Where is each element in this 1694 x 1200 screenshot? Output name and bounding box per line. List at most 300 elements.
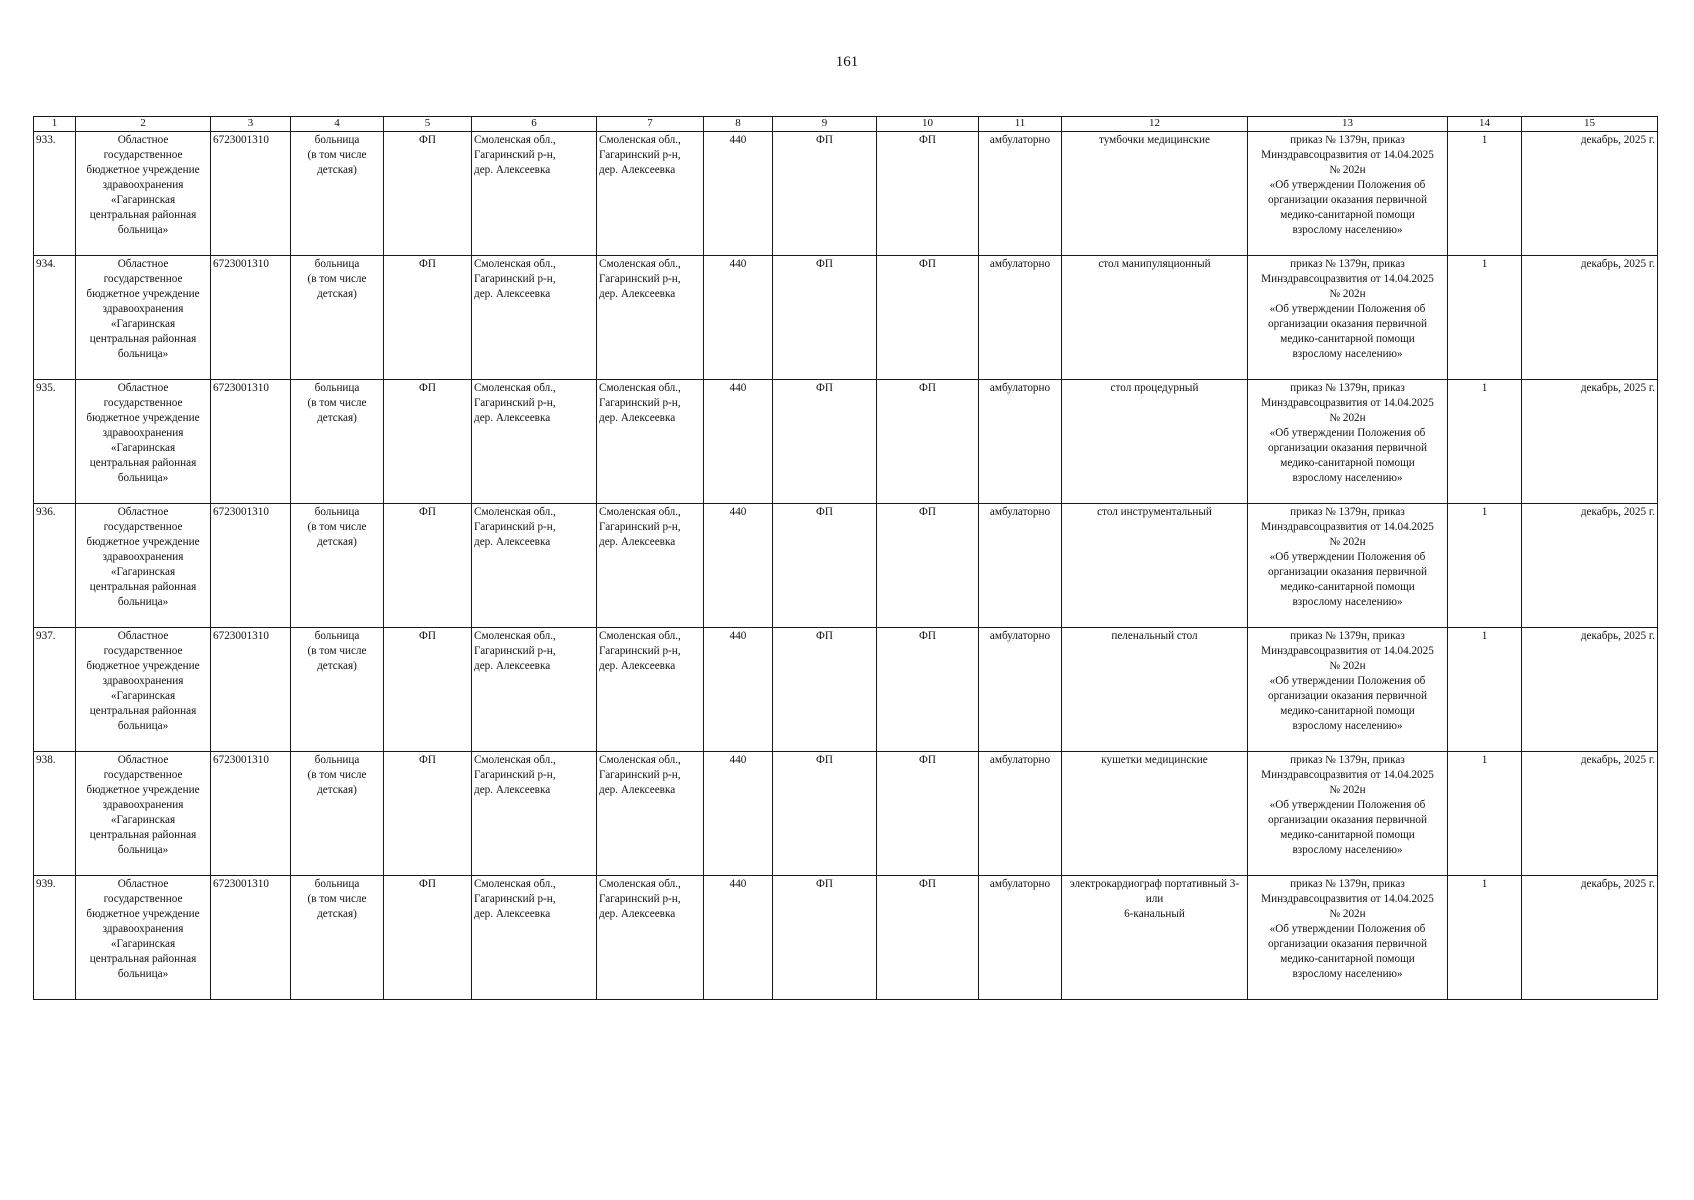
cell-address-actual — [597, 380, 704, 504]
cell-row-number: 935. — [34, 380, 76, 504]
cell-organization-line: больница» — [117, 720, 169, 732]
cell-organization — [76, 380, 211, 504]
column-number: 8 — [704, 117, 773, 132]
cell-organization-line: бюджетное учреждение — [86, 908, 200, 920]
column-number: 5 — [384, 117, 472, 132]
cell-facility-type-line: детская) — [317, 784, 357, 796]
cell-column-9: ФП — [773, 132, 877, 256]
cell-address-line: дер. Алексеевка — [474, 164, 551, 176]
cell-organization — [76, 628, 211, 752]
cell-row-number: 938. — [34, 752, 76, 876]
cell-care-mode: амбулаторно — [979, 876, 1062, 1000]
cell-address-actual-line: Гагаринский р-н, — [599, 645, 681, 657]
cell-address-actual-line: Гагаринский р-н, — [599, 273, 681, 285]
cell-facility-type-line: больница — [314, 754, 360, 766]
cell-organization-line: государственное — [103, 893, 183, 905]
cell-address — [472, 132, 597, 256]
cell-column-10: ФП — [877, 876, 979, 1000]
cell-column-9: ФП — [773, 256, 877, 380]
cell-order-reference-line: взрослому населению» — [1292, 844, 1403, 856]
cell-order-reference-line: № 202н — [1329, 412, 1366, 424]
cell-organization-line: центральная районная — [89, 705, 197, 717]
cell-facility-type-line: детская) — [317, 536, 357, 548]
cell-facility-type-line: (в том числе — [307, 149, 367, 161]
column-number: 15 — [1522, 117, 1658, 132]
cell-facility-type — [291, 752, 384, 876]
cell-date: декабрь, 2025 г. — [1522, 504, 1658, 628]
column-number: 2 — [76, 117, 211, 132]
cell-address — [472, 380, 597, 504]
cell-address-actual-line: Гагаринский р-н, — [599, 521, 681, 533]
cell-organization-line: здравоохранения — [102, 799, 184, 811]
cell-organization-line: бюджетное учреждение — [86, 164, 200, 176]
cell-column-9: ФП — [773, 752, 877, 876]
cell-address-actual — [597, 876, 704, 1000]
cell-address-actual-line: Смоленская обл., — [599, 134, 681, 146]
cell-row-number: 934. — [34, 256, 76, 380]
cell-facility-type — [291, 504, 384, 628]
column-number: 9 — [773, 117, 877, 132]
cell-order-reference-line: Минздравсоцразвития от 14.04.2025 — [1261, 273, 1434, 285]
cell-address-line: Гагаринский р-н, — [474, 149, 556, 161]
table-row — [34, 132, 1658, 256]
cell-address-line: Смоленская обл., — [474, 134, 556, 146]
cell-column-8: 440 — [704, 752, 773, 876]
cell-organization — [76, 132, 211, 256]
cell-address-line: Гагаринский р-н, — [474, 521, 556, 533]
cell-address-actual — [597, 504, 704, 628]
cell-organization-line: «Гагаринская — [110, 814, 176, 826]
column-number: 13 — [1248, 117, 1448, 132]
cell-address-actual — [597, 132, 704, 256]
cell-order-reference-line: взрослому населению» — [1292, 472, 1403, 484]
cell-column-8: 440 — [704, 504, 773, 628]
cell-facility-type-line: (в том числе — [307, 893, 367, 905]
cell-address-line: Смоленская обл., — [474, 506, 556, 518]
column-number: 14 — [1448, 117, 1522, 132]
cell-organization-line: «Гагаринская — [110, 194, 176, 206]
cell-organization-line: здравоохранения — [102, 179, 184, 191]
cell-order-reference-line: приказ № 1379н, приказ — [1290, 878, 1405, 890]
cell-organization-line: «Гагаринская — [110, 690, 176, 702]
cell-organization-line: центральная районная — [89, 581, 197, 593]
cell-row-number: 937. — [34, 628, 76, 752]
cell-order-reference-line: № 202н — [1329, 288, 1366, 300]
cell-organization — [76, 876, 211, 1000]
cell-address-line: дер. Алексеевка — [474, 412, 551, 424]
cell-facility-type-line: детская) — [317, 412, 357, 424]
table-row — [34, 256, 1658, 380]
cell-address-actual-line: Смоленская обл., — [599, 382, 681, 394]
cell-facility-type-line: детская) — [317, 908, 357, 920]
cell-address-line: Гагаринский р-н, — [474, 397, 556, 409]
cell-facility-type — [291, 256, 384, 380]
cell-address-actual-line: Гагаринский р-н, — [599, 149, 681, 161]
cell-inn: 6723001310 — [211, 628, 291, 752]
cell-organization-line: государственное — [103, 645, 183, 657]
cell-facility-type — [291, 132, 384, 256]
cell-address — [472, 876, 597, 1000]
cell-equipment — [1062, 876, 1248, 1000]
cell-address-actual-line: дер. Алексеевка — [599, 164, 676, 176]
cell-date: декабрь, 2025 г. — [1522, 132, 1658, 256]
cell-facility-type — [291, 628, 384, 752]
cell-order-reference — [1248, 132, 1448, 256]
cell-order-reference-line: Минздравсоцразвития от 14.04.2025 — [1261, 893, 1434, 905]
cell-organization-line: больница» — [117, 596, 169, 608]
cell-order-reference-line: № 202н — [1329, 536, 1366, 548]
cell-quantity: 1 — [1448, 628, 1522, 752]
cell-column-5: ФП — [384, 876, 472, 1000]
cell-address-actual-line: Смоленская обл., — [599, 878, 681, 890]
column-number: 6 — [472, 117, 597, 132]
cell-column-5: ФП — [384, 504, 472, 628]
cell-care-mode: амбулаторно — [979, 628, 1062, 752]
cell-address-line: Смоленская обл., — [474, 754, 556, 766]
cell-organization-line: центральная районная — [89, 953, 197, 965]
cell-column-9: ФП — [773, 876, 877, 1000]
cell-equipment-line: стол процедурный — [1110, 382, 1199, 394]
cell-organization-line: государственное — [103, 273, 183, 285]
cell-inn: 6723001310 — [211, 504, 291, 628]
cell-column-5: ФП — [384, 380, 472, 504]
cell-address-line: дер. Алексеевка — [474, 288, 551, 300]
cell-order-reference-line: организации оказания первичной — [1268, 566, 1427, 578]
cell-order-reference-line: приказ № 1379н, приказ — [1290, 506, 1405, 518]
cell-care-mode: амбулаторно — [979, 380, 1062, 504]
cell-column-8: 440 — [704, 132, 773, 256]
cell-address-actual — [597, 628, 704, 752]
cell-order-reference-line: приказ № 1379н, приказ — [1290, 258, 1405, 270]
cell-order-reference-line: медико-санитарной помощи — [1280, 953, 1415, 965]
cell-order-reference-line: «Об утверждении Положения об — [1269, 427, 1426, 439]
cell-order-reference — [1248, 752, 1448, 876]
cell-order-reference-line: организации оказания первичной — [1268, 318, 1427, 330]
cell-inn: 6723001310 — [211, 752, 291, 876]
table-row — [34, 380, 1658, 504]
cell-facility-type-line: (в том числе — [307, 521, 367, 533]
cell-address-actual — [597, 256, 704, 380]
cell-organization-line: бюджетное учреждение — [86, 536, 200, 548]
cell-address-line: Смоленская обл., — [474, 258, 556, 270]
cell-column-10: ФП — [877, 132, 979, 256]
cell-equipment — [1062, 256, 1248, 380]
cell-care-mode: амбулаторно — [979, 256, 1062, 380]
cell-order-reference-line: организации оказания первичной — [1268, 690, 1427, 702]
cell-address-actual-line: дер. Алексеевка — [599, 784, 676, 796]
cell-column-5: ФП — [384, 256, 472, 380]
cell-equipment — [1062, 628, 1248, 752]
cell-organization-line: бюджетное учреждение — [86, 784, 200, 796]
cell-column-10: ФП — [877, 504, 979, 628]
cell-organization-line: государственное — [103, 769, 183, 781]
cell-order-reference-line: взрослому населению» — [1292, 968, 1403, 980]
cell-order-reference-line: взрослому населению» — [1292, 720, 1403, 732]
cell-organization-line: здравоохранения — [102, 303, 184, 315]
cell-inn: 6723001310 — [211, 380, 291, 504]
cell-order-reference-line: Минздравсоцразвития от 14.04.2025 — [1261, 521, 1434, 533]
cell-facility-type-line: больница — [314, 258, 360, 270]
cell-organization-line: больница» — [117, 472, 169, 484]
cell-address-line: дер. Алексеевка — [474, 536, 551, 548]
cell-order-reference-line: Минздравсоцразвития от 14.04.2025 — [1261, 769, 1434, 781]
cell-organization-line: «Гагаринская — [110, 566, 176, 578]
cell-organization-line: здравоохранения — [102, 923, 184, 935]
cell-address-actual-line: дер. Алексеевка — [599, 536, 676, 548]
cell-address-line: Гагаринский р-н, — [474, 893, 556, 905]
cell-organization-line: «Гагаринская — [110, 318, 176, 330]
cell-order-reference-line: Минздравсоцразвития от 14.04.2025 — [1261, 149, 1434, 161]
table-row — [34, 752, 1658, 876]
cell-order-reference-line: приказ № 1379н, приказ — [1290, 630, 1405, 642]
cell-order-reference-line: приказ № 1379н, приказ — [1290, 754, 1405, 766]
cell-organization — [76, 256, 211, 380]
cell-column-10: ФП — [877, 256, 979, 380]
registry-table — [33, 116, 1658, 1000]
cell-address-line: Смоленская обл., — [474, 878, 556, 890]
cell-order-reference-line: организации оказания первичной — [1268, 938, 1427, 950]
cell-organization-line: центральная районная — [89, 457, 197, 469]
column-number: 11 — [979, 117, 1062, 132]
cell-date: декабрь, 2025 г. — [1522, 752, 1658, 876]
cell-address-actual-line: дер. Алексеевка — [599, 288, 676, 300]
cell-quantity: 1 — [1448, 752, 1522, 876]
cell-address-actual-line: Смоленская обл., — [599, 754, 681, 766]
cell-equipment-line: электрокардиограф портативный 3- — [1069, 878, 1240, 890]
cell-quantity: 1 — [1448, 380, 1522, 504]
cell-organization-line: больница» — [117, 844, 169, 856]
cell-organization-line: бюджетное учреждение — [86, 660, 200, 672]
cell-address-actual-line: Смоленская обл., — [599, 258, 681, 270]
cell-address — [472, 504, 597, 628]
cell-facility-type-line: детская) — [317, 288, 357, 300]
cell-order-reference-line: организации оказания первичной — [1268, 814, 1427, 826]
cell-column-8: 440 — [704, 380, 773, 504]
cell-order-reference-line: медико-санитарной помощи — [1280, 829, 1415, 841]
cell-organization-line: больница» — [117, 224, 169, 236]
cell-facility-type — [291, 876, 384, 1000]
cell-row-number: 936. — [34, 504, 76, 628]
cell-organization-line: Областное — [117, 878, 169, 890]
cell-organization-line: центральная районная — [89, 333, 197, 345]
cell-order-reference-line: взрослому населению» — [1292, 348, 1403, 360]
cell-date: декабрь, 2025 г. — [1522, 256, 1658, 380]
cell-order-reference-line: взрослому населению» — [1292, 224, 1403, 236]
cell-facility-type-line: больница — [314, 382, 360, 394]
cell-order-reference-line: организации оказания первичной — [1268, 442, 1427, 454]
cell-order-reference-line: медико-санитарной помощи — [1280, 705, 1415, 717]
cell-care-mode: амбулаторно — [979, 752, 1062, 876]
column-number: 1 — [34, 117, 76, 132]
cell-order-reference-line: «Об утверждении Положения об — [1269, 675, 1426, 687]
column-number: 10 — [877, 117, 979, 132]
cell-equipment — [1062, 380, 1248, 504]
cell-order-reference — [1248, 876, 1448, 1000]
cell-row-number: 933. — [34, 132, 76, 256]
cell-equipment — [1062, 132, 1248, 256]
cell-organization-line: бюджетное учреждение — [86, 412, 200, 424]
cell-facility-type-line: (в том числе — [307, 273, 367, 285]
cell-facility-type-line: больница — [314, 134, 360, 146]
cell-quantity: 1 — [1448, 256, 1522, 380]
table-row — [34, 876, 1658, 1000]
cell-address-line: дер. Алексеевка — [474, 660, 551, 672]
cell-organization-line: государственное — [103, 149, 183, 161]
cell-address-actual-line: дер. Алексеевка — [599, 908, 676, 920]
cell-quantity: 1 — [1448, 132, 1522, 256]
column-number: 7 — [597, 117, 704, 132]
column-number-row — [34, 117, 1658, 132]
cell-order-reference-line: медико-санитарной помощи — [1280, 581, 1415, 593]
cell-column-5: ФП — [384, 628, 472, 752]
cell-organization-line: центральная районная — [89, 209, 197, 221]
cell-column-10: ФП — [877, 380, 979, 504]
cell-date: декабрь, 2025 г. — [1522, 628, 1658, 752]
cell-facility-type-line: (в том числе — [307, 769, 367, 781]
cell-address-actual-line: Гагаринский р-н, — [599, 893, 681, 905]
cell-care-mode: амбулаторно — [979, 132, 1062, 256]
cell-facility-type-line: больница — [314, 630, 360, 642]
cell-address-actual-line: Смоленская обл., — [599, 630, 681, 642]
cell-address-actual-line: дер. Алексеевка — [599, 412, 676, 424]
cell-address-line: Гагаринский р-н, — [474, 769, 556, 781]
cell-address — [472, 256, 597, 380]
cell-equipment-line: кушетки медицинские — [1101, 754, 1208, 766]
cell-facility-type-line: детская) — [317, 164, 357, 176]
cell-order-reference-line: Минздравсоцразвития от 14.04.2025 — [1261, 397, 1434, 409]
cell-organization-line: государственное — [103, 521, 183, 533]
cell-address-actual-line: Гагаринский р-н, — [599, 769, 681, 781]
registry-table-body — [34, 117, 1658, 1000]
table-row — [34, 628, 1658, 752]
cell-address-line: Гагаринский р-н, — [474, 645, 556, 657]
cell-order-reference-line: «Об утверждении Положения об — [1269, 923, 1426, 935]
cell-equipment-line: 6-канальный — [1124, 908, 1185, 920]
cell-date: декабрь, 2025 г. — [1522, 876, 1658, 1000]
cell-address-line: Смоленская обл., — [474, 630, 556, 642]
cell-order-reference-line: медико-санитарной помощи — [1280, 333, 1415, 345]
column-number: 3 — [211, 117, 291, 132]
cell-order-reference-line: приказ № 1379н, приказ — [1290, 382, 1405, 394]
cell-column-5: ФП — [384, 132, 472, 256]
cell-column-5: ФП — [384, 752, 472, 876]
cell-address-line: дер. Алексеевка — [474, 908, 551, 920]
cell-facility-type-line: (в том числе — [307, 397, 367, 409]
cell-inn: 6723001310 — [211, 132, 291, 256]
cell-facility-type — [291, 380, 384, 504]
cell-organization-line: бюджетное учреждение — [86, 288, 200, 300]
cell-order-reference-line: медико-санитарной помощи — [1280, 457, 1415, 469]
cell-facility-type-line: больница — [314, 878, 360, 890]
page-number: 161 — [835, 54, 859, 70]
cell-order-reference — [1248, 256, 1448, 380]
cell-order-reference-line: № 202н — [1329, 660, 1366, 672]
cell-order-reference-line: приказ № 1379н, приказ — [1290, 134, 1405, 146]
cell-order-reference-line: № 202н — [1329, 784, 1366, 796]
cell-column-9: ФП — [773, 504, 877, 628]
cell-organization-line: Областное — [117, 754, 169, 766]
cell-address-line: Гагаринский р-н, — [474, 273, 556, 285]
cell-address-line: Смоленская обл., — [474, 382, 556, 394]
cell-column-10: ФП — [877, 752, 979, 876]
cell-equipment — [1062, 504, 1248, 628]
cell-order-reference-line: «Об утверждении Положения об — [1269, 799, 1426, 811]
cell-organization-line: здравоохранения — [102, 427, 184, 439]
cell-date: декабрь, 2025 г. — [1522, 380, 1658, 504]
cell-address-line: дер. Алексеевка — [474, 784, 551, 796]
cell-organization-line: «Гагаринская — [110, 938, 176, 950]
cell-care-mode: амбулаторно — [979, 504, 1062, 628]
cell-order-reference-line: медико-санитарной помощи — [1280, 209, 1415, 221]
cell-order-reference-line: «Об утверждении Положения об — [1269, 551, 1426, 563]
cell-equipment-line: или — [1145, 893, 1164, 905]
cell-column-8: 440 — [704, 256, 773, 380]
cell-organization-line: государственное — [103, 397, 183, 409]
column-number: 12 — [1062, 117, 1248, 132]
cell-address — [472, 752, 597, 876]
cell-organization-line: Областное — [117, 630, 169, 642]
cell-equipment-line: пеленальный стол — [1111, 630, 1198, 642]
cell-address-actual — [597, 752, 704, 876]
cell-inn: 6723001310 — [211, 876, 291, 1000]
cell-order-reference-line: организации оказания первичной — [1268, 194, 1427, 206]
cell-column-9: ФП — [773, 380, 877, 504]
cell-equipment-line: тумбочки медицинские — [1098, 134, 1210, 146]
cell-order-reference — [1248, 504, 1448, 628]
cell-organization — [76, 504, 211, 628]
cell-column-8: 440 — [704, 876, 773, 1000]
cell-organization — [76, 752, 211, 876]
cell-organization-line: здравоохранения — [102, 675, 184, 687]
cell-order-reference-line: «Об утверждении Положения об — [1269, 179, 1426, 191]
cell-organization-line: Областное — [117, 258, 169, 270]
cell-equipment — [1062, 752, 1248, 876]
cell-quantity: 1 — [1448, 876, 1522, 1000]
cell-organization-line: Областное — [117, 382, 169, 394]
cell-row-number: 939. — [34, 876, 76, 1000]
cell-organization-line: здравоохранения — [102, 551, 184, 563]
cell-order-reference-line: № 202н — [1329, 908, 1366, 920]
cell-organization-line: центральная районная — [89, 829, 197, 841]
cell-facility-type-line: (в том числе — [307, 645, 367, 657]
cell-address-actual-line: дер. Алексеевка — [599, 660, 676, 672]
cell-order-reference-line: Минздравсоцразвития от 14.04.2025 — [1261, 645, 1434, 657]
cell-inn: 6723001310 — [211, 256, 291, 380]
cell-equipment-line: стол инструментальный — [1097, 506, 1212, 518]
cell-organization-line: Областное — [117, 134, 169, 146]
cell-organization-line: больница» — [117, 968, 169, 980]
cell-organization-line: «Гагаринская — [110, 442, 176, 454]
cell-order-reference — [1248, 628, 1448, 752]
cell-order-reference-line: взрослому населению» — [1292, 596, 1403, 608]
cell-address-actual-line: Смоленская обл., — [599, 506, 681, 518]
cell-organization-line: больница» — [117, 348, 169, 360]
cell-facility-type-line: детская) — [317, 660, 357, 672]
cell-equipment-line: стол манипуляционный — [1098, 258, 1211, 270]
cell-column-9: ФП — [773, 628, 877, 752]
cell-organization-line: Областное — [117, 506, 169, 518]
cell-quantity: 1 — [1448, 504, 1522, 628]
cell-address-actual-line: Гагаринский р-н, — [599, 397, 681, 409]
cell-order-reference — [1248, 380, 1448, 504]
cell-facility-type-line: больница — [314, 506, 360, 518]
column-number: 4 — [291, 117, 384, 132]
table-row — [34, 504, 1658, 628]
cell-column-10: ФП — [877, 628, 979, 752]
cell-address — [472, 628, 597, 752]
cell-column-8: 440 — [704, 628, 773, 752]
cell-order-reference-line: № 202н — [1329, 164, 1366, 176]
